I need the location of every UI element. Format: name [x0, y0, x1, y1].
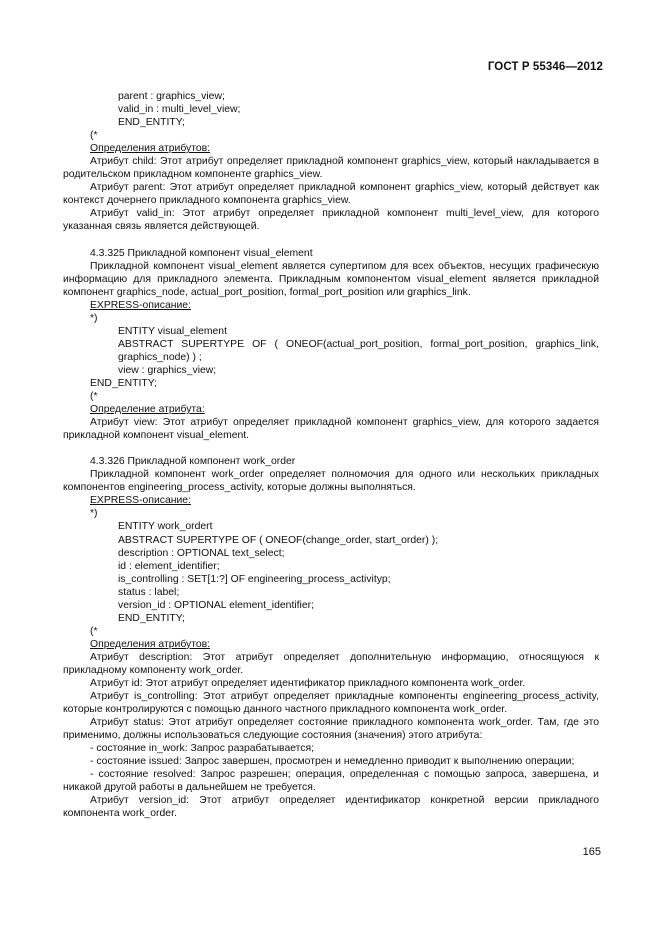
code-line: parent : graphics_view;	[118, 91, 225, 102]
section-title-325: 4.3.325 Прикладной компонент visual_element	[90, 247, 313, 259]
attribute-definition: Атрибут status: Этот атрибут определяет состояние прикладного компонента work_order. Там, где это применимо, должны использоваться следующие состояния (значения) этого атрибута:	[63, 717, 599, 742]
list-item: - состояние issued: Запрос завершен, просмотрен и немедленно приводит к выполнению операции;	[90, 756, 575, 768]
attribute-definition: Атрибут description: Этот атрибут определяет дополнительную информацию, относящуюся к прикладному компоненту work_order.	[63, 651, 599, 676]
express-heading: EXPRESS-описание:	[90, 495, 191, 507]
section-title-326: 4.3.326 Прикладной компонент work_order	[90, 456, 296, 468]
document-header: ГОСТ Р 55346—2012	[487, 61, 603, 73]
code-line: END_ENTITY;	[118, 117, 185, 129]
attribute-definition: Атрибут child: Этот атрибут определяет прикладной компонент graphics_view, который накладывается в родительском прикладном компоненте graphics_view.	[63, 156, 599, 181]
code-line: status : label;	[118, 586, 180, 598]
code-line: ABSTRACT SUPERTYPE OF ( ONEOF(change_order, start_order) );	[118, 534, 439, 546]
definitions-heading: Определения атрибутов:	[90, 143, 211, 155]
definition-heading: Определение атрибута:	[90, 404, 205, 416]
express-heading: EXPRESS-описание:	[90, 299, 191, 311]
list-item: - состояние resolved: Запрос разрешен; операция, определенная с помощью запроса, завершена, и никакой другой работы в дальнейшем не требуется.	[63, 769, 599, 794]
page-number: 165	[582, 846, 601, 858]
code-line: END_ENTITY;	[118, 612, 185, 624]
code-line: id : element_identifier;	[118, 560, 220, 572]
code-line: valid_in : multi_level_view;	[118, 104, 241, 116]
code-line: ENTITY visual_element	[118, 325, 227, 337]
code-line: version_id : OPTIONAL element_identifier;	[118, 599, 314, 611]
comment-open: (*	[90, 391, 98, 403]
code-line: ABSTRACT SUPERTYPE OF ( ONEOF(actual_port_position, formal_port_position, graphics_link, graphics_node) ) ;	[118, 338, 599, 363]
attribute-definition: Атрибут valid_in: Этот атрибут определяет прикладной компонент multi_level_view, для которого указанная связь является действующей.	[63, 208, 599, 233]
attribute-definition: Атрибут id: Этот атрибут определяет идентификатор прикладного компонента work_order.	[90, 678, 526, 690]
attribute-definition: Атрибут version_id: Этот атрибут определяет идентификатор конкретной версии прикладного компонента work_order.	[63, 795, 599, 820]
attribute-definition: Атрибут parent: Этот атрибут определяет прикладной компонент graphics_view, который действует как контекст дочернего прикладного компонента graphics_view.	[63, 182, 599, 207]
page-body	[63, 90, 599, 821]
section-text-326: Прикладной компонент work_order определяет полномочия для одного или нескольких прикладных компонентов engineering_process_activity, которые должны выполняться.	[63, 469, 599, 494]
code-line: ENTITY work_ordert	[118, 521, 213, 533]
section-text-325: Прикладной компонент visual_element является супертипом для всех объектов, несущих графическую информацию для прикладного элемента. Прикладным компонентом visual_element является прикладной компонент graphics_node, actual_port_position, formal_port_position или graphics_link.	[63, 260, 599, 298]
attribute-definition: Атрибут view: Этот атрибут определяет прикладной компонент graphics_view, для которого задается прикладной компонент visual_element.	[63, 417, 599, 442]
definitions-heading: Определения атрибутов:	[90, 638, 211, 650]
attribute-definition: Атрибут is_controlling: Этот атрибут определяет прикладные компоненты engineering_process_activity, которые контролируются с помощью данного частного прикладного компонента work_order.	[63, 691, 599, 716]
code-line: view : graphics_view;	[118, 364, 217, 376]
list-item: - состояние in_work: Запрос разрабатывается;	[90, 743, 315, 755]
code-line: description : OPTIONAL text_select;	[118, 547, 285, 559]
comment-close: *)	[90, 312, 98, 324]
comment-open: (*	[90, 625, 98, 637]
code-line: END_ENTITY;	[90, 377, 157, 389]
comment-open: (*	[90, 130, 98, 142]
comment-close: *)	[90, 508, 98, 520]
code-line: is_controlling : SET[1:?] OF engineering_process_activityp;	[118, 573, 391, 585]
